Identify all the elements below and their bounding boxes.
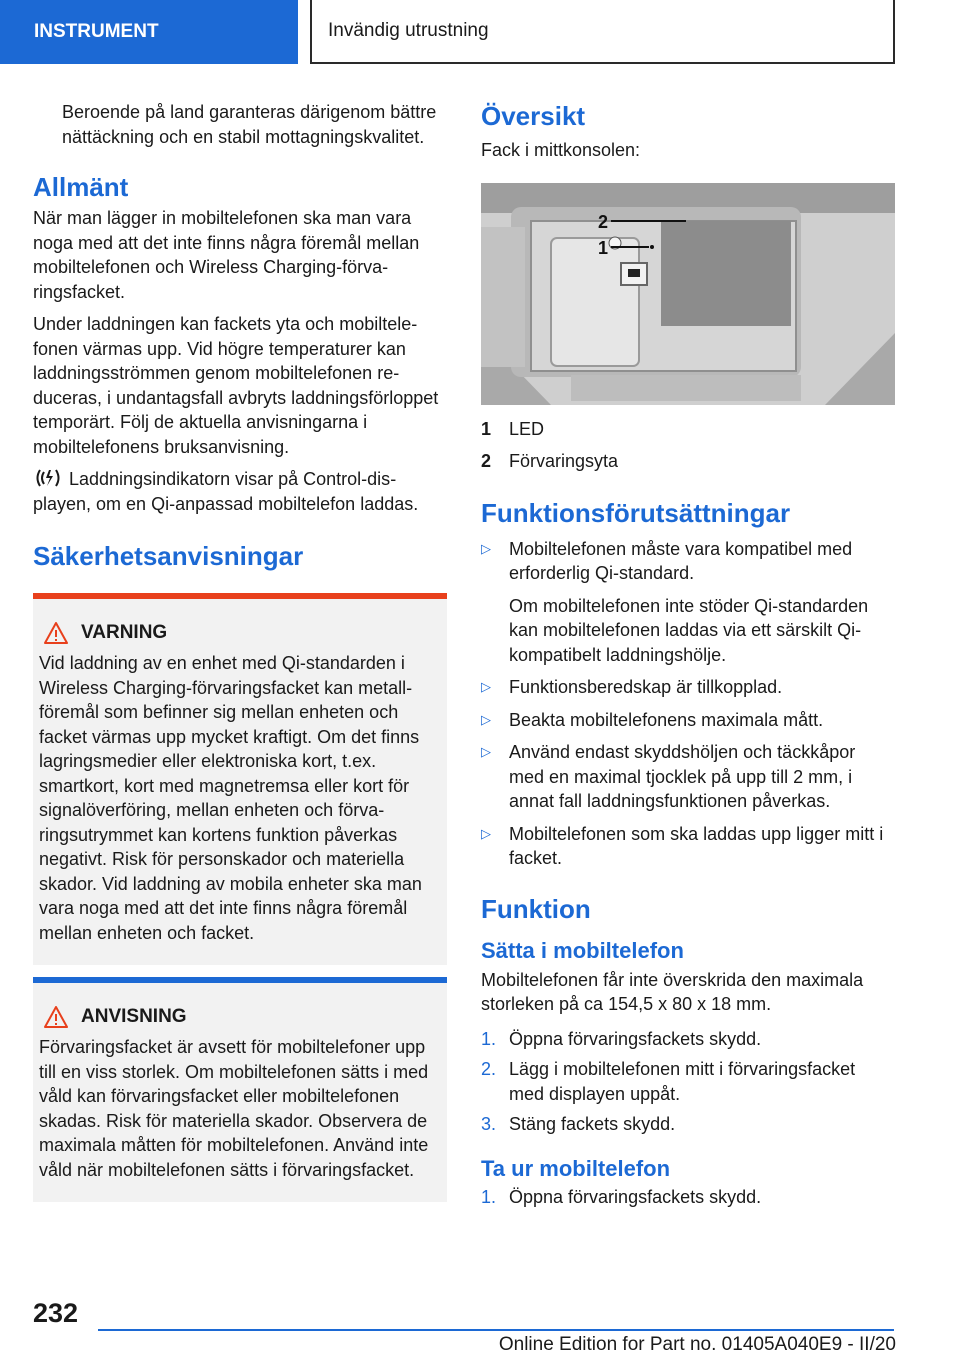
legend-number: 1 — [481, 418, 492, 439]
step-text: Stäng fackets skydd. — [509, 1114, 676, 1134]
legend-number: 2 — [481, 450, 492, 471]
notice-triangle-icon — [43, 1005, 69, 1029]
step-text: Öppna förvaringsfackets skydd. — [509, 1186, 762, 1207]
requirement-text: Mobiltelefonen som ska laddas upp ligger mitt i facket. — [509, 823, 884, 868]
footer-divider — [98, 1329, 894, 1331]
warning-box — [33, 593, 447, 965]
notice-text: Förvaringsfacket är avsett för mobiltelefoner upp till en viss storlek. Om mobiltelefonen sätts i med våld kan förvaringsfacket eller mobiltelefonen skadas. Risk för materiella skador. Observera de maximala måtten för mobiltelefonen. Använd inte våld när mobiltelefonen sätts i förvaringsfacket. — [39, 1037, 429, 1180]
step-item — [481, 1027, 895, 1052]
general-heading: Allmänt — [33, 172, 129, 202]
requirement-text: Använd endast skyddshöljen och täckkåpor med en maximal tjocklek på upp till 2 mm, i annat fall laddningsfunktionen påverkas. — [509, 742, 856, 811]
step-text: Lägg i mobiltelefonen mitt i förvaringsfacket med displayen uppåt. — [509, 1059, 856, 1104]
overview-caption: Fack i mittkonsolen: — [481, 140, 641, 160]
bullet-triangle-icon: ▷ — [481, 825, 491, 841]
photo-label-2: 2 — [598, 211, 609, 232]
page-number: 232 — [33, 1298, 79, 1328]
step-number: 1. — [481, 1186, 497, 1207]
safety-heading: Säkerhetsanvisningar — [33, 541, 304, 571]
charge-indicator-paragraph — [33, 467, 447, 516]
general-paragraph-2: Under laddningen kan fackets yta och mobiltelefonen värmas upp. Vid högre temperaturer kan laddningsströmmen genom mobiltelefonen reduceras, i undantagsfall avbryts laddningsförloppet temporärt. Följ de aktuella anvisningarna i mobiltelefonens bruksanvisning. — [33, 314, 439, 457]
list-item — [481, 708, 895, 733]
requirements-list — [481, 537, 895, 871]
notice-header — [39, 1005, 441, 1029]
requirement-text: Mobiltelefonen måste vara kompatibel med erforderlig Qi-standard. — [509, 538, 853, 583]
step-number: 2. — [481, 1059, 497, 1079]
requirement-text: Funktionsberedskap är tillkopplad. — [509, 677, 783, 697]
function-heading: Funktion — [481, 893, 591, 924]
warning-text: Vid laddning av en enhet med Qi-standarden i Wireless Charging-förvaringsfacket kan metallföremål som befinner sig mellan enheten och facket värmas upp mycket kraftigt. Om det finns lagringsmedier eller elektroniska kort, t.ex. smartkort, kort med magnetremsa eller kort för signalöverföring, mellan enheten och förvaringsutrymmet kan kortens funktion påverkas negativt. Risk för personskador och materiella skador. Vid laddning av mobila enheter ska man vara noga med att det inte finns några föremål mellan enheten och facket. — [39, 653, 422, 943]
remove-heading: Ta ur mobiltelefon — [481, 1155, 671, 1181]
legend-item — [481, 449, 895, 473]
insert-paragraph: Mobiltelefonen får inte överskrida den maximala storleken på ca 154,5 x 80 x 18 mm. — [481, 969, 864, 1014]
list-item — [481, 537, 895, 668]
notice-box — [33, 977, 447, 1202]
section-tab: INSTRUMENT — [0, 0, 298, 64]
edition-text: Online Edition for Part no. 01405A040E9 - II/20 — [498, 1334, 896, 1355]
step-text: Öppna förvaringsfackets skydd. — [509, 1028, 762, 1049]
step-item — [481, 1057, 895, 1106]
warning-triangle-icon — [43, 621, 69, 645]
requirement-text: Beakta mobiltelefonens maximala mått. — [509, 709, 824, 730]
list-item — [481, 822, 895, 871]
legend-item — [481, 417, 895, 441]
remove-steps — [481, 1185, 895, 1210]
general-paragraph-1: När man lägger in mobiltelefonen ska man vara noga med att det inte finns några föremål mellan mobiltelefonen och Wireless Charging-förvaringsfacket. — [33, 208, 420, 302]
step-item — [481, 1112, 895, 1137]
step-item — [481, 1185, 895, 1210]
bullet-triangle-icon: ▷ — [481, 744, 491, 759]
left-column — [33, 100, 447, 1202]
requirements-heading: Funktionsförutsättningar — [481, 497, 791, 528]
warning-title: VARNING — [81, 622, 168, 643]
step-number: 3. — [481, 1114, 497, 1134]
step-number: 1. — [481, 1028, 497, 1049]
bullet-triangle-icon: ▷ — [481, 540, 491, 556]
list-item — [481, 675, 895, 700]
right-column — [481, 100, 895, 1215]
intro-paragraph: Beroende på land garanteras därigenom bättre nättäckning och en stabil mottagningskvalitet. — [62, 102, 437, 147]
center-console-photo — [481, 183, 895, 405]
photo-label-1: 1 — [598, 237, 609, 258]
bullet-triangle-icon: ▷ — [481, 679, 491, 694]
insert-heading: Sätta i mobiltelefon — [481, 937, 684, 963]
list-item — [481, 740, 895, 814]
wireless-charging-icon — [33, 467, 63, 489]
requirement-subtext: Om mobiltelefonen inte stöder Qi-standarden kan mobiltelefonen laddas via ett särskilt Qi-kompatibelt laddningshölje. — [509, 595, 869, 665]
warning-header — [39, 621, 441, 645]
legend-label: Förvaringsyta — [509, 450, 619, 471]
chapter-tab: Invändig utrustning — [310, 0, 895, 64]
notice-title: ANVISNING — [81, 1006, 187, 1027]
insert-steps — [481, 1027, 895, 1137]
charge-indicator-text: Laddningsindikatorn visar på Control-displayen, om en Qi-anpassad mobiltelefon laddas. — [33, 469, 419, 514]
overview-heading: Översikt — [481, 101, 586, 131]
bullet-triangle-icon: ▷ — [481, 711, 491, 727]
legend-label: LED — [509, 418, 545, 439]
